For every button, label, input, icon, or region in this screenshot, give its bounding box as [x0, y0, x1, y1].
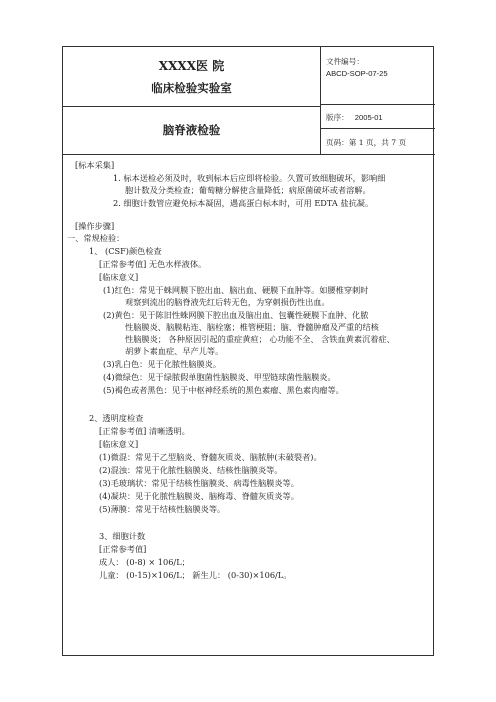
sample-item-1-line-1: 1. 标本送检必须及时，收到标本后应即将检验。久置可致细胞破坏，影响细: [113, 173, 386, 183]
version-cell: [321, 105, 435, 129]
color-clinical-heading: [临床意义]: [99, 272, 139, 282]
page-number: 页码：第 1 页，共 7 页: [326, 138, 407, 147]
color-yellow-line-2: 性脑膜炎、脑膜粘连、脑栓塞；椎管梗阻；脑、脊髓肿瘤及严重的结核: [125, 322, 379, 332]
sample-item-2: 2. 细胞计数管应避免标本凝固，遇高蛋白标本时，可用 EDTA 盐抗凝。: [113, 198, 374, 208]
color-yellow-line-4: 胡萝卜素血症、早产儿等。: [125, 346, 224, 356]
sample-item-1-line-2: 胞计数及分类检查；葡萄糖分解使含量降低；病原菌破坏或者溶解。: [125, 185, 371, 195]
clarity-slight: (1)微混：常见于乙型脑炎、脊髓灰质炎、脑脓肿(未破裂者)。: [99, 452, 322, 462]
cell-count-title: 3、细胞计数: [99, 531, 146, 541]
color-yellow-line-3: 性脑膜炎； 各种原因引起的重症黄疸； 心功能不全、 含铁血黄素沉着症、: [125, 334, 395, 344]
hospital-name: XXXX医 院: [158, 59, 225, 73]
color-red-line-1: (1)红色：常见于蛛网膜下腔出血、脑出血、硬膜下血肿等。如腰椎穿刺时: [103, 285, 369, 295]
section-1-title: 一、常规检验：: [67, 233, 125, 243]
color-yellow-line-1: (2)黄色：见于陈旧性蛛网膜下腔出血及脑出血、包囊性硬膜下血肿、化脓: [103, 310, 369, 320]
clarity-clot: (4)凝块：见于化脓性脑膜炎、脑梅毒、脊髓灰质炎等。: [99, 491, 299, 501]
document-page: [62, 46, 434, 656]
clarity-check-title: 2、透明度检查: [89, 413, 144, 423]
cell-count-child: 儿童： (0-15)×106/L； 新生儿： (0-30)×106/L。: [99, 570, 292, 580]
clarity-film: (5)薄膜：常见于结核性脑膜炎等。: [99, 504, 226, 514]
document-title: 脑脊液检验: [162, 123, 221, 137]
color-brown: (5)褐色或者黑色：见于中枢神经系统的黑色素瘤、黑色素肉瘤等。: [103, 385, 344, 395]
cell-count-adult: 成人： (0-8) × 106/L；: [99, 557, 190, 567]
color-milky: (3)乳白色：见于化脓性脑膜炎。: [103, 359, 222, 369]
color-reference: [正常参考值] 无色水样液体。: [99, 259, 207, 269]
color-greenish: (4)微绿色：见于绿脓假单胞菌性脑膜炎、甲型链球菌性脑膜炎。: [103, 372, 336, 382]
doc-number-cell: [321, 47, 435, 105]
clarity-turbid: (2)混浊：常见于化脓性脑膜炎、结核性脑膜炎等。: [99, 465, 283, 475]
title-cell: [63, 107, 321, 155]
clarity-reference: [正常参考值] 清晰透明。: [99, 426, 190, 436]
lab-name: 临床检验实验室: [151, 81, 232, 95]
version-line: [326, 112, 383, 123]
version-label: 版序：: [326, 113, 349, 122]
hospital-cell: [63, 47, 321, 107]
procedure-heading: [操作步骤]: [75, 221, 115, 231]
sample-heading: [标本采集]: [75, 160, 115, 170]
page-number-cell: [321, 129, 435, 155]
document-header: [63, 47, 433, 155]
doc-number-label: 文件编号：: [326, 57, 364, 66]
clarity-frosted: (3)毛玻璃状：常见于结核性脑膜炎、病毒性脑膜炎等。: [99, 478, 299, 488]
doc-number-value: ABCD-SOP-07-25: [326, 69, 388, 78]
color-check-title: 1、 (CSF)颜色检查: [89, 246, 162, 256]
cell-count-reference: [正常参考值]: [99, 544, 147, 554]
color-red-line-2: 观察到流出的脑脊液先红后转无色，为穿刺损伤性出血。: [125, 297, 330, 307]
version-value: 2005-01: [354, 113, 383, 122]
clarity-clinical-heading: [临床意义]: [99, 439, 139, 449]
